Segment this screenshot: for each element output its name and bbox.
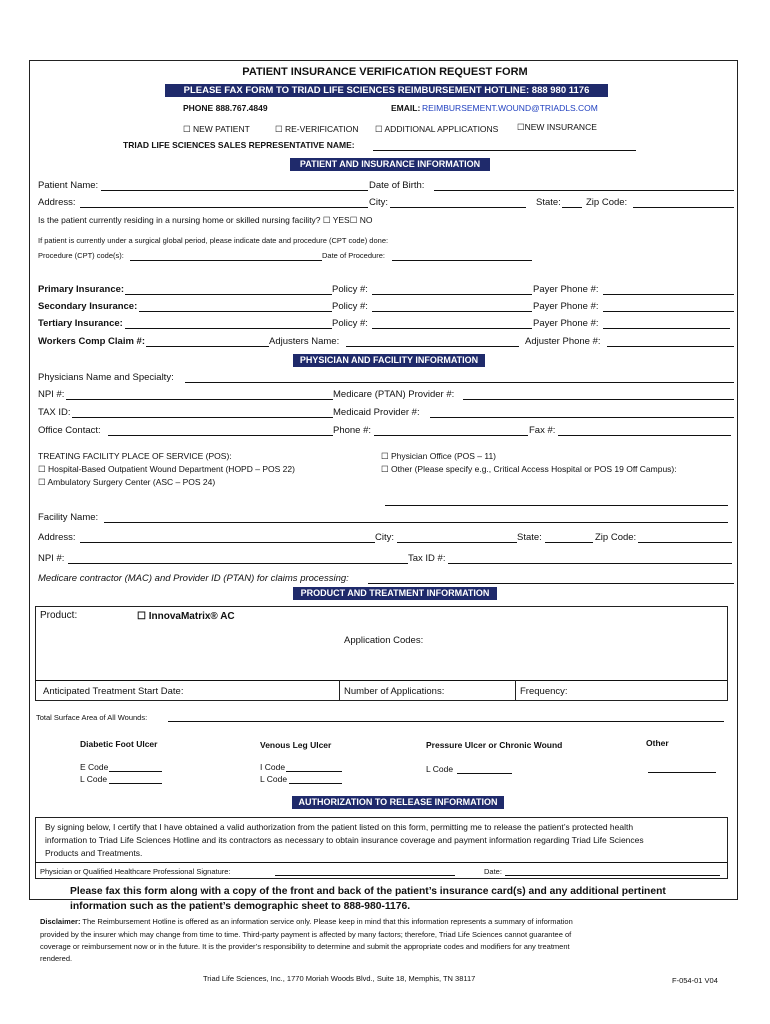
num-applications-label: Number of Applications:	[344, 686, 445, 697]
npi-label: NPI #:	[38, 389, 65, 400]
office-phone-label: Phone #:	[333, 425, 372, 436]
adjuster-phone-field[interactable]	[607, 346, 734, 347]
col-divider-2	[515, 680, 516, 700]
authorization-text-3: Products and Treatments.	[45, 848, 143, 858]
policy-label-1: Policy #:	[332, 284, 368, 295]
dfu-lcode-field[interactable]	[109, 783, 162, 784]
payer-phone-field-1[interactable]	[603, 294, 734, 295]
dob-field[interactable]	[434, 190, 734, 191]
product-info-band: PRODUCT AND TREATMENT INFORMATION	[293, 587, 497, 600]
authorization-text-1: By signing below, I certify that I have obtained a valid authorization from the patient listed on this form, permitting me to release the patient’s protected health	[45, 822, 634, 832]
application-codes-label: Application Codes:	[344, 635, 424, 646]
facility-state-field[interactable]	[545, 542, 593, 543]
surface-area-field[interactable]	[168, 721, 724, 722]
dfu-heading: Diabetic Foot Ulcer	[80, 739, 158, 749]
payer-phone-field-2[interactable]	[603, 311, 734, 312]
signature-label: Physician or Qualified Healthcare Professional Signature:	[40, 867, 231, 876]
company-address: Triad Life Sciences, Inc., 1770 Moriah Woods Blvd., Suite 18, Memphis, TN 38117	[203, 974, 476, 983]
primary-insurance-label: Primary Insurance:	[38, 284, 125, 295]
sales-rep-field[interactable]	[373, 150, 636, 151]
pos-other-field[interactable]	[385, 505, 728, 506]
procedure-date-field[interactable]	[392, 260, 532, 261]
global-period-question: If patient is currently under a surgical global period, please indicate date and procedure (CPT code) done:	[38, 236, 389, 245]
mac-label: Medicare contractor (MAC) and Provider ID (PTAN) for claims processing:	[38, 573, 349, 584]
facility-npi-label: NPI #:	[38, 553, 65, 564]
dfu-lcode-label: L Code	[80, 774, 108, 784]
primary-insurance-field[interactable]	[125, 294, 332, 295]
frequency-label: Frequency:	[520, 686, 568, 697]
pos-other-option[interactable]: ☐ Other (Please specify e.g., Critical Access Hospital or POS 19 Off Campus):	[381, 464, 677, 474]
address-label: Address:	[38, 197, 76, 208]
tertiary-insurance-label: Tertiary Insurance:	[38, 318, 123, 329]
vlu-icode-field[interactable]	[286, 771, 342, 772]
medicare-provider-label: Medicare (PTAN) Provider #:	[333, 389, 455, 400]
disclaimer-line-1	[40, 917, 573, 926]
facility-name-label: Facility Name:	[38, 512, 99, 523]
product-innovamatrix-option[interactable]: ☐ InnovaMatrix® AC	[137, 611, 235, 622]
facility-tax-id-field[interactable]	[448, 563, 732, 564]
zip-label: Zip Code:	[586, 197, 628, 208]
facility-tax-id-label: Tax ID #:	[408, 553, 446, 564]
npi-field[interactable]	[66, 399, 333, 400]
option-re-verification[interactable]: ☐ RE-VERIFICATION	[275, 124, 359, 134]
facility-address-field[interactable]	[80, 542, 375, 543]
facility-zip-field[interactable]	[638, 542, 732, 543]
phone-number: PHONE 888.767.4849	[183, 103, 268, 113]
facility-npi-field[interactable]	[68, 563, 408, 564]
facility-city-field[interactable]	[397, 542, 517, 543]
nursing-home-question[interactable]: Is the patient currently residing in a nursing home or skilled nursing facility? ☐ YES☐ NO	[38, 215, 373, 225]
form-title: PATIENT INSURANCE VERIFICATION REQUEST FORM	[242, 66, 528, 78]
disclaimer-line-2: provided by the insurer which may change from time to time. Third-party payment is affected by many factors; therefore, Triad Life Sciences cannot guarantee of	[40, 930, 572, 939]
vlu-lcode-field[interactable]	[289, 783, 342, 784]
patient-name-field[interactable]	[101, 190, 368, 191]
tax-id-field[interactable]	[72, 417, 333, 418]
zip-field[interactable]	[633, 207, 734, 208]
facility-name-field[interactable]	[104, 522, 728, 523]
payer-phone-field-3[interactable]	[603, 328, 730, 329]
dfu-ecode-field[interactable]	[109, 771, 162, 772]
tertiary-insurance-field[interactable]	[125, 328, 332, 329]
address-field[interactable]	[80, 207, 368, 208]
physician-name-field[interactable]	[185, 382, 734, 383]
authorization-divider	[35, 862, 727, 863]
signature-date-field[interactable]	[505, 875, 720, 876]
disclaimer-line-4: rendered.	[40, 954, 73, 963]
pos-title: TREATING FACILITY PLACE OF SERVICE (POS):	[38, 451, 232, 461]
office-phone-field[interactable]	[374, 435, 528, 436]
secondary-insurance-field[interactable]	[139, 311, 332, 312]
disclaimer-text-1: The Reimbursement Hotline is offered as an information service only. Please keep in mind that this information represents a summary of information	[82, 917, 573, 926]
payer-phone-label-3: Payer Phone #:	[533, 318, 599, 329]
col-divider-1	[339, 680, 340, 700]
facility-city-label: City:	[375, 532, 394, 543]
medicaid-provider-label: Medicaid Provider #:	[333, 407, 420, 418]
procedure-code-label: Procedure (CPT) code(s):	[38, 251, 124, 260]
payer-phone-label-2: Payer Phone #:	[533, 301, 599, 312]
email-link[interactable]: REIMBURSEMENT.WOUND@TRIADLS.COM	[422, 103, 598, 113]
disclaimer-line-3: coverage or reimbursement now or in the future. It is the provider’s responsibility to determine and submit the appropriate codes and modifiers for any treatment	[40, 942, 570, 951]
pu-heading: Pressure Ulcer or Chronic Wound	[426, 740, 563, 750]
form-id: F-054-01 V04	[672, 976, 718, 985]
facility-state-label: State:	[517, 532, 542, 543]
adjuster-phone-label: Adjuster Phone #:	[525, 336, 601, 347]
policy-label-3: Policy #:	[332, 318, 368, 329]
authorization-band: AUTHORIZATION TO RELEASE INFORMATION	[292, 796, 504, 809]
option-additional-applications[interactable]: ☐ ADDITIONAL APPLICATIONS	[375, 124, 499, 134]
fax-instructions-2: information such as the patient’s demographic sheet to 888-980-1176.	[70, 901, 411, 912]
adjusters-name-label: Adjusters Name:	[269, 336, 340, 347]
policy-field-1[interactable]	[372, 294, 532, 295]
patient-name-label: Patient Name:	[38, 180, 99, 191]
fax-hotline-band: PLEASE FAX FORM TO TRIAD LIFE SCIENCES REIMBURSEMENT HOTLINE: 888 980 1176	[165, 84, 608, 97]
pos-asc-option[interactable]: ☐ Ambulatory Surgery Center (ASC – POS 24)	[38, 477, 216, 487]
office-contact-label: Office Contact:	[38, 425, 101, 436]
tax-id-label: TAX ID:	[38, 407, 71, 418]
procedure-code-field[interactable]	[130, 260, 322, 261]
fax-instructions-1: Please fax this form along with a copy of the front and back of the patient’s insurance card(s) and any additional pertinent	[70, 886, 666, 897]
option-new-patient[interactable]: ☐ NEW PATIENT	[183, 124, 250, 134]
facility-address-label: Address:	[38, 532, 76, 543]
mac-field[interactable]	[368, 583, 734, 584]
other-code-field[interactable]	[648, 772, 716, 773]
state-field[interactable]	[562, 207, 582, 208]
office-contact-field[interactable]	[108, 435, 333, 436]
signature-date-label: Date:	[484, 867, 502, 876]
facility-zip-label: Zip Code:	[595, 532, 637, 543]
city-field[interactable]	[390, 207, 526, 208]
secondary-insurance-label: Secondary Insurance:	[38, 301, 138, 312]
policy-field-2[interactable]	[372, 311, 532, 312]
medicare-provider-field[interactable]	[463, 399, 734, 400]
vlu-lcode-label: L Code	[260, 774, 288, 784]
pos-office-option[interactable]: ☐ Physician Office (POS – 11)	[381, 451, 497, 461]
pos-hopd-option[interactable]: ☐ Hospital-Based Outpatient Wound Department (HOPD – POS 22)	[38, 464, 295, 474]
policy-label-2: Policy #:	[332, 301, 368, 312]
vlu-heading: Venous Leg Ulcer	[260, 740, 332, 750]
city-label: City:	[369, 197, 388, 208]
disclaimer-label: Disclaimer:	[40, 917, 81, 926]
workers-comp-field[interactable]	[146, 346, 269, 347]
physician-name-label: Physicians Name and Specialty:	[38, 372, 174, 383]
workers-comp-label: Workers Comp Claim #:	[38, 336, 145, 347]
surface-area-label: Total Surface Area of All Wounds:	[36, 713, 148, 722]
patient-info-band: PATIENT AND INSURANCE INFORMATION	[290, 158, 490, 171]
pu-lcode-label: L Code	[426, 764, 454, 774]
email-label: EMAIL:	[391, 103, 421, 113]
office-fax-label: Fax #:	[529, 425, 556, 436]
product-label: Product:	[40, 610, 78, 621]
pu-lcode-field[interactable]	[457, 773, 512, 774]
authorization-text-2: information to Triad Life Sciences Hotline and its contractors as necessary to obtain insurance coverage and payment information regarding Triad Life Sciences	[45, 835, 644, 845]
dfu-ecode-label: E Code	[80, 762, 109, 772]
adjusters-name-field[interactable]	[346, 346, 519, 347]
start-date-label: Anticipated Treatment Start Date:	[43, 686, 184, 697]
signature-field[interactable]	[275, 875, 455, 876]
physician-info-band: PHYSICIAN AND FACILITY INFORMATION	[293, 354, 485, 367]
office-fax-field[interactable]	[558, 435, 731, 436]
state-label: State:	[536, 197, 561, 208]
payer-phone-label-1: Payer Phone #:	[533, 284, 599, 295]
medicaid-provider-field[interactable]	[430, 417, 734, 418]
option-new-insurance[interactable]: ☐NEW INSURANCE	[517, 122, 597, 132]
dob-label: Date of Birth:	[369, 180, 425, 191]
policy-field-3[interactable]	[372, 328, 532, 329]
vlu-icode-label: I Code	[260, 762, 286, 772]
procedure-date-label: Date of Procedure:	[322, 251, 385, 260]
other-heading: Other	[646, 738, 669, 748]
sales-rep-label: TRIAD LIFE SCIENCES SALES REPRESENTATIVE NAME:	[123, 140, 355, 150]
product-row-divider	[35, 680, 727, 681]
